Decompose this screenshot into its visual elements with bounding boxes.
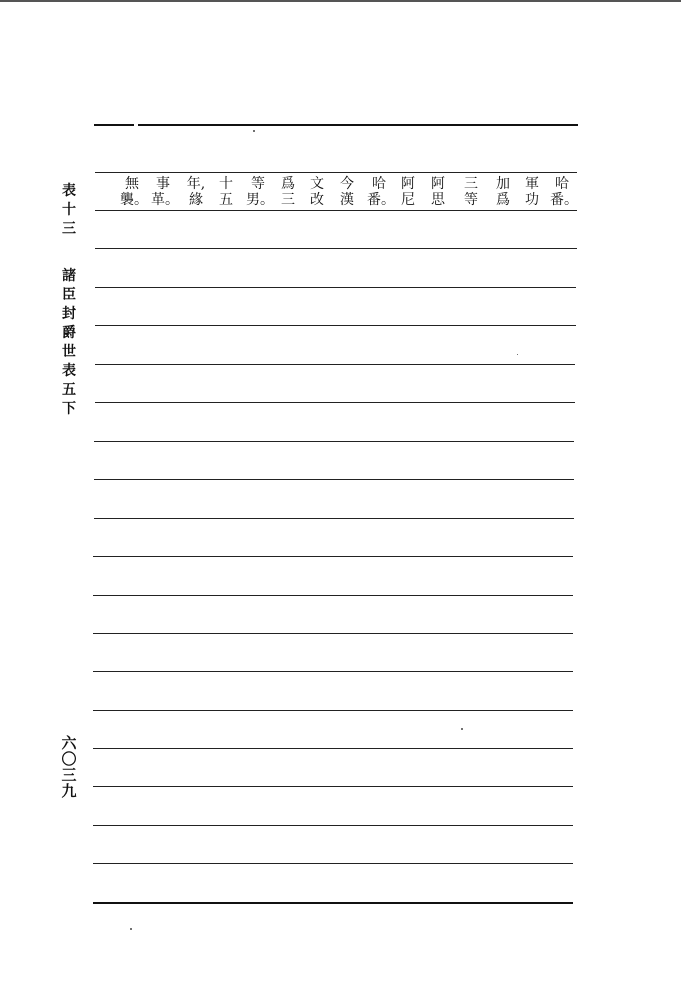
- text-column: 哈 番。: [367, 176, 395, 208]
- side-title-char: 臣: [62, 287, 76, 303]
- text-column: 三 等: [464, 176, 478, 208]
- scan-speck: [461, 728, 463, 730]
- page-number: [58, 735, 80, 799]
- table-rule: [138, 124, 578, 126]
- page-number-char: 六: [61, 734, 77, 752]
- table-rule: [94, 124, 134, 126]
- table-rule: [95, 248, 577, 249]
- table-rule: [93, 825, 573, 826]
- page-number-char: 〇: [61, 750, 77, 768]
- side-title-char: 表: [62, 363, 76, 379]
- scan-speck: [517, 354, 518, 355]
- text-column: 今 漢: [340, 176, 354, 208]
- table-rule: [94, 518, 574, 519]
- text-column: 事 革。: [151, 176, 179, 208]
- side-title-char: 十: [62, 202, 76, 218]
- side-title: [58, 182, 80, 419]
- table-rule: [95, 325, 576, 326]
- text-column: 等 男。: [246, 176, 274, 208]
- table-rule: [95, 402, 575, 403]
- table-rule: [93, 595, 573, 596]
- table-rule: [93, 902, 573, 904]
- text-column: 加 爲: [496, 176, 510, 208]
- table-entry-row: [96, 176, 580, 210]
- table-rule: [94, 441, 574, 442]
- side-title-char: 世: [62, 344, 76, 360]
- text-column: 文 改: [310, 176, 324, 208]
- side-title-char: 封: [62, 306, 76, 322]
- side-title-char: 諸: [62, 268, 76, 284]
- text-column: 阿 思: [431, 176, 445, 208]
- side-title-char: 爵: [62, 325, 76, 341]
- table-rule: [93, 710, 573, 711]
- side-title-char: 五: [62, 382, 76, 398]
- text-column: 爲 三: [281, 176, 295, 208]
- scan-speck: [130, 928, 132, 930]
- table-rule: [93, 556, 573, 557]
- top-border: [0, 0, 681, 2]
- table-rule: [95, 210, 577, 211]
- table-rule: [93, 633, 573, 634]
- table-rule: [95, 364, 575, 365]
- page-number-char: 三: [61, 766, 77, 784]
- text-column: 十 五: [219, 176, 233, 208]
- page-number-char: 九: [61, 782, 77, 800]
- table-rule: [95, 287, 576, 288]
- side-title-char: 三: [62, 221, 76, 237]
- side-title-char: 表: [62, 183, 76, 199]
- text-column: 阿 尼: [401, 176, 415, 208]
- side-title-char: 下: [62, 401, 76, 417]
- table-rule: [93, 748, 573, 749]
- table-rule: [93, 786, 573, 787]
- text-column: 哈 番。: [550, 176, 578, 208]
- table-rule: [93, 863, 573, 864]
- text-column: 軍 功: [525, 176, 539, 208]
- table-rule: [95, 172, 577, 173]
- text-column: 無 襲。: [120, 176, 148, 208]
- scan-speck: [253, 130, 255, 132]
- table-rule: [93, 671, 573, 672]
- text-column: 年, 緣: [186, 176, 206, 208]
- table-rule: [94, 479, 574, 480]
